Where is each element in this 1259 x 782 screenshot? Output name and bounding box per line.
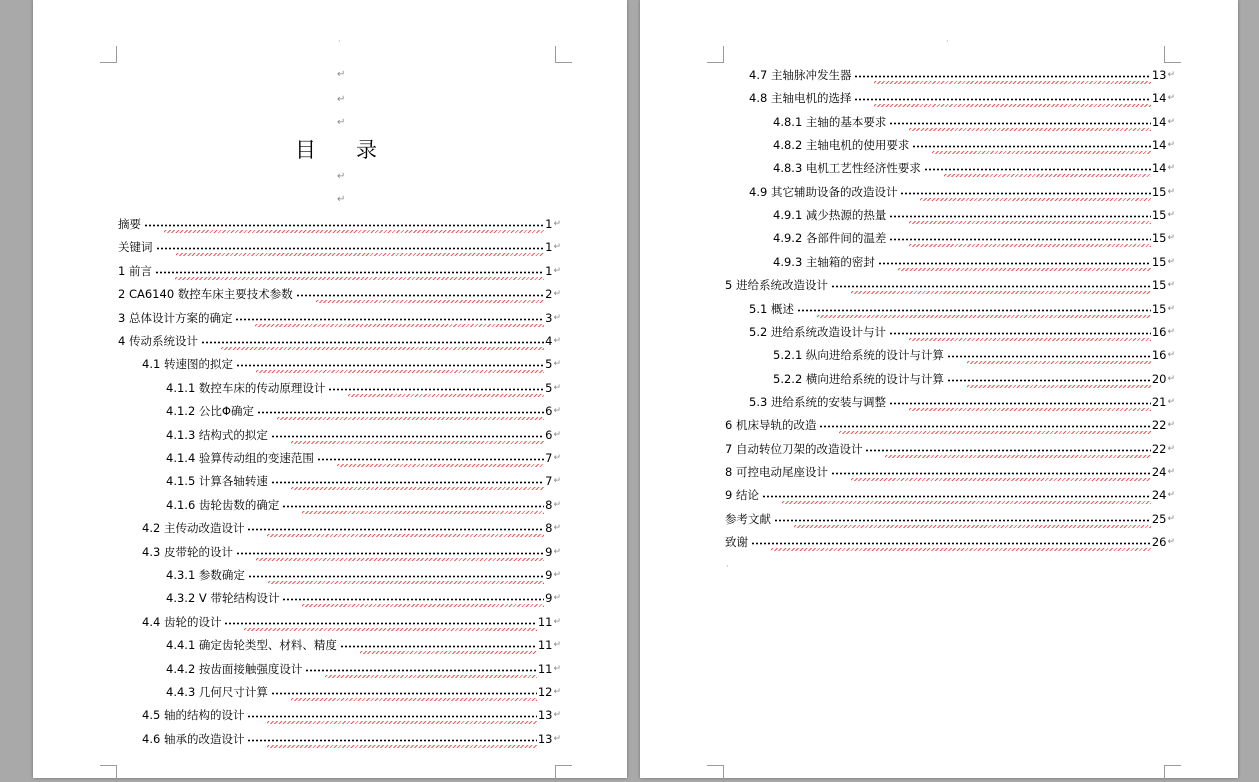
toc-entry[interactable] [773, 207, 1175, 223]
margin-corner-bottom-left [707, 765, 724, 782]
toc-entry-label: 4.5 轴的结构的设计 [142, 708, 245, 722]
toc-dot-leader [271, 474, 544, 488]
toc-dot-leader [947, 372, 1151, 386]
empty-paragraph-mark: ↵ [337, 94, 346, 105]
toc-entry-page-number: 13 [1151, 68, 1167, 82]
toc-entry-label: 4 传动系统设计 [118, 334, 198, 348]
paragraph-return-mark: ↵ [1167, 374, 1175, 384]
paragraph-return-mark: ↵ [553, 313, 561, 323]
empty-paragraph-mark: ↵ [337, 69, 346, 80]
toc-entry[interactable] [725, 277, 1175, 293]
toc-dot-leader [296, 287, 544, 301]
toc-entry-page-number: 1 [545, 217, 553, 231]
toc-entry-label: 4.3.2 V 带轮结构设计 [166, 591, 280, 605]
toc-entry-label: 4.8.1 主轴的基本要求 [773, 115, 887, 129]
toc-entry[interactable] [166, 497, 561, 513]
toc-entry-page-number: 15 [1151, 302, 1167, 316]
empty-paragraph-mark: ↵ [337, 194, 346, 205]
toc-dot-leader [340, 638, 537, 652]
toc-dot-leader [924, 161, 1151, 175]
toc-dot-leader [947, 348, 1151, 362]
paragraph-return-mark: ↵ [553, 570, 561, 580]
toc-entry-page-number: 25 [1151, 512, 1167, 526]
toc-entry-page-number: 20 [1151, 372, 1167, 386]
margin-corner-bottom-right [1164, 765, 1181, 782]
toc-entry-page-number: 4 [545, 334, 553, 348]
toc-entry-page-number: 15 [1151, 231, 1167, 245]
toc-entry-label: 4.8 主轴电机的选择 [749, 91, 852, 105]
paragraph-return-mark: ↵ [1167, 444, 1175, 454]
toc-dot-leader [889, 231, 1150, 245]
toc-dot-leader [912, 138, 1150, 152]
toc-entry-label: 4.4.3 几何尺寸计算 [166, 685, 268, 699]
paragraph-return-mark: ↵ [1167, 187, 1175, 197]
toc-entry-page-number: 16 [1151, 325, 1167, 339]
toc-entry[interactable] [118, 333, 561, 349]
toc-entry-label: 参考文献 [725, 512, 771, 526]
paragraph-return-mark: ↵ [553, 289, 561, 299]
paragraph-return-mark: ↵ [553, 336, 561, 346]
paragraph-return-mark: ↵ [1167, 233, 1175, 243]
toc-dot-leader [317, 451, 544, 465]
paragraph-return-mark: ↵ [1167, 304, 1175, 314]
toc-entry[interactable] [166, 567, 561, 583]
toc-entry-page-number: 1 [545, 240, 553, 254]
toc-entry[interactable] [725, 487, 1175, 503]
toc-entry-label: 4.1 转速图的拟定 [142, 357, 233, 371]
paragraph-return-mark: ↵ [553, 430, 561, 440]
toc-dot-leader [201, 334, 544, 348]
paragraph-return-mark: ↵ [1167, 537, 1175, 547]
toc-entry-label: 7 自动转位刀架的改造设计 [725, 442, 863, 456]
toc-entry-label: 5.1 概述 [749, 302, 794, 316]
paragraph-return-mark: ↵ [553, 523, 561, 533]
toc-entry-label: 4.9.2 各部件间的温差 [773, 231, 887, 245]
toc-entry[interactable] [166, 473, 561, 489]
toc-entry[interactable] [142, 544, 561, 560]
toc-dot-leader [878, 255, 1151, 269]
paragraph-mark-top: · [338, 37, 341, 46]
toc-entry[interactable] [142, 520, 561, 536]
toc-entry-page-number: 14 [1151, 138, 1167, 152]
toc-entry-label: 摘要 [118, 217, 141, 231]
toc-entry-page-number: 5 [545, 357, 553, 371]
margin-corner-top-left [707, 46, 724, 63]
toc-title-char: 目 [295, 138, 316, 162]
paragraph-return-mark: ↵ [1167, 467, 1175, 477]
toc-entry-page-number: 26 [1151, 535, 1167, 549]
paragraph-return-mark: ↵ [553, 266, 561, 276]
toc-dot-leader [900, 185, 1150, 199]
paragraph-return-mark: ↵ [1167, 397, 1175, 407]
toc-entry-label: 4.1.5 计算各轴转速 [166, 474, 268, 488]
toc-entry-label: 4.1.2 公比Φ确定 [166, 404, 254, 418]
toc-entry[interactable] [166, 403, 561, 419]
toc-dot-leader [865, 442, 1150, 456]
toc-entry-label: 4.2 主传动改造设计 [142, 521, 245, 535]
toc-entry-page-number: 8 [545, 521, 553, 535]
margin-corner-top-right [555, 46, 572, 63]
empty-paragraph-mark: ↵ [337, 117, 346, 128]
paragraph-return-mark: ↵ [1167, 140, 1175, 150]
toc-dot-leader [257, 404, 544, 418]
toc-entry[interactable] [118, 286, 561, 302]
toc-entry[interactable] [118, 239, 561, 255]
toc-entry[interactable] [166, 450, 561, 466]
toc-entry-label: 4.9.1 减少热源的热量 [773, 208, 887, 222]
paragraph-return-mark: ↵ [553, 383, 561, 393]
toc-entry[interactable] [166, 684, 561, 700]
toc-entry[interactable] [166, 661, 561, 677]
toc-dot-leader [155, 264, 544, 278]
toc-dot-leader [831, 278, 1151, 292]
toc-entry-page-number: 7 [545, 474, 553, 488]
toc-entry[interactable] [725, 441, 1175, 457]
paragraph-return-mark: ↵ [1167, 420, 1175, 430]
toc-entry-page-number: 9 [545, 568, 553, 582]
toc-entry-page-number: 6 [545, 428, 553, 442]
paragraph-return-mark: ↵ [1167, 350, 1175, 360]
toc-entry-page-number: 12 [537, 685, 553, 699]
toc-entry-label: 9 结论 [725, 488, 759, 502]
toc-entry-label: 4.8.2 主轴电机的使用要求 [773, 138, 910, 152]
toc-entry-label: 5.2.2 横向进给系统的设计与计算 [773, 372, 944, 386]
toc-dot-leader [889, 325, 1151, 339]
empty-paragraph-mark: ↵ [337, 171, 346, 182]
toc-dot-leader [831, 465, 1151, 479]
toc-entry-page-number: 16 [1151, 348, 1167, 362]
toc-entry-label: 4.4.2 按齿面接触强度设计 [166, 662, 303, 676]
document-page-left [33, 0, 627, 778]
toc-entry-label: 关键词 [118, 240, 153, 254]
toc-entry-label: 4.1.3 结构式的拟定 [166, 428, 268, 442]
margin-corner-top-right [1164, 46, 1181, 63]
paragraph-return-mark: ↵ [1167, 257, 1175, 267]
toc-dot-leader [889, 208, 1150, 222]
document-page-right [640, 0, 1238, 778]
paragraph-return-mark: ↵ [1167, 514, 1175, 524]
toc-dot-leader [889, 115, 1150, 129]
toc-entry-label: 5.3 进给系统的安装与调整 [749, 395, 886, 409]
paragraph-return-mark: ↵ [553, 617, 561, 627]
toc-entry-page-number: 21 [1151, 395, 1167, 409]
toc-entry-page-number: 5 [545, 381, 553, 395]
toc-entry-page-number: 15 [1151, 278, 1167, 292]
toc-entry-page-number: 14 [1151, 161, 1167, 175]
toc-entry[interactable] [773, 347, 1175, 363]
toc-entry-page-number: 11 [537, 662, 553, 676]
toc-entry-label: 4.7 主轴脉冲发生器 [749, 68, 852, 82]
toc-entry-label: 2 CA6140 数控车床主要技术参数 [118, 287, 293, 301]
toc-entry[interactable] [749, 394, 1175, 410]
toc-entry[interactable] [118, 216, 561, 232]
toc-entry-label: 5.2 进给系统改造设计与计 [749, 325, 886, 339]
paragraph-return-mark: ↵ [553, 500, 561, 510]
toc-dot-leader [271, 685, 537, 699]
paragraph-return-mark: ↵ [553, 687, 561, 697]
paragraph-return-mark: ↵ [553, 593, 561, 603]
paragraph-return-mark: ↵ [553, 476, 561, 486]
toc-entry-label: 4.4 齿轮的设计 [142, 615, 222, 629]
toc-dot-leader [282, 591, 544, 605]
toc-entry-label: 4.1.6 齿轮齿数的确定 [166, 498, 280, 512]
toc-entry-label: 3 总体设计方案的确定 [118, 311, 233, 325]
paragraph-return-mark: ↵ [553, 453, 561, 463]
toc-entry[interactable] [142, 356, 561, 372]
toc-entry-page-number: 11 [537, 615, 553, 629]
paragraph-return-mark: ↵ [1167, 117, 1175, 127]
toc-entry-page-number: 8 [545, 498, 553, 512]
toc-entry[interactable] [749, 67, 1175, 83]
paragraph-return-mark: ↵ [553, 406, 561, 416]
toc-entry[interactable] [725, 511, 1175, 527]
paragraph-return-mark: ↵ [553, 359, 561, 369]
paragraph-return-mark: ↵ [1167, 327, 1175, 337]
toc-entry[interactable] [773, 114, 1175, 130]
toc-entry[interactable] [118, 263, 561, 279]
toc-entry-page-number: 15 [1151, 185, 1167, 199]
toc-dot-leader [247, 708, 536, 722]
toc-entry[interactable] [166, 590, 561, 606]
paragraph-return-mark: ↵ [1167, 210, 1175, 220]
toc-entry-page-number: 15 [1151, 208, 1167, 222]
toc-dot-leader [247, 732, 536, 746]
toc-dot-leader [328, 381, 544, 395]
toc-entry[interactable] [749, 184, 1175, 200]
toc-dot-leader [797, 302, 1151, 316]
toc-entry[interactable] [773, 254, 1175, 270]
paragraph-return-mark: ↵ [1167, 93, 1175, 103]
toc-entry[interactable] [749, 301, 1175, 317]
toc-entry-label: 4.1.4 验算传动组的变速范围 [166, 451, 314, 465]
toc-entry-page-number: 7 [545, 451, 553, 465]
toc-entry-label: 4.9.3 主轴箱的密封 [773, 255, 875, 269]
toc-dot-leader [247, 521, 544, 535]
toc-entry-page-number: 14 [1151, 115, 1167, 129]
paragraph-return-mark: ↵ [553, 547, 561, 557]
paragraph-return-mark: ↵ [553, 242, 561, 252]
toc-entry-label: 4.8.3 电机工艺性经济性要求 [773, 161, 921, 175]
paragraph-mark-top: · [946, 37, 949, 46]
paragraph-return-mark: ↵ [553, 664, 561, 674]
toc-dot-leader [271, 428, 544, 442]
margin-corner-bottom-right [555, 765, 572, 782]
paragraph-return-mark: ↵ [553, 710, 561, 720]
toc-entry-label: 1 前言 [118, 264, 152, 278]
toc-entry[interactable] [142, 731, 561, 747]
toc-entry-page-number: 11 [537, 638, 553, 652]
toc-dot-leader [235, 311, 544, 325]
toc-dot-leader [305, 662, 536, 676]
toc-entry-label: 4.6 轴承的改造设计 [142, 732, 245, 746]
toc-dot-leader [224, 615, 536, 629]
toc-dot-leader [751, 535, 1151, 549]
toc-entry-label: 4.9 其它辅助设备的改造设计 [749, 185, 898, 199]
toc-entry[interactable] [166, 380, 561, 396]
toc-entry-page-number: 2 [545, 287, 553, 301]
toc-dot-leader [144, 217, 544, 231]
toc-entry-page-number: 14 [1151, 91, 1167, 105]
toc-entry[interactable] [749, 90, 1175, 106]
toc-dot-leader [854, 68, 1150, 82]
toc-entry-label: 5 进给系统改造设计 [725, 278, 828, 292]
paragraph-return-mark: ↵ [1167, 70, 1175, 80]
toc-entry-page-number: 22 [1151, 418, 1167, 432]
toc-entry[interactable] [725, 534, 1175, 550]
toc-dot-leader [248, 568, 544, 582]
paragraph-return-mark: ↵ [553, 640, 561, 650]
toc-dot-leader [236, 545, 544, 559]
toc-entry[interactable] [166, 427, 561, 443]
toc-entry-page-number: 3 [545, 311, 553, 325]
toc-dot-leader [156, 240, 545, 254]
toc-entry-page-number: 24 [1151, 488, 1167, 502]
toc-entry-page-number: 22 [1151, 442, 1167, 456]
toc-entry[interactable] [773, 371, 1175, 387]
toc-entry-label: 4.3.1 参数确定 [166, 568, 245, 582]
paragraph-return-mark: ↵ [553, 219, 561, 229]
toc-entry-page-number: 13 [537, 732, 553, 746]
toc-entry-label: 6 机床导轨的改造 [725, 418, 817, 432]
toc-entry-page-number: 9 [545, 591, 553, 605]
toc-entry-label: 致谢 [725, 535, 748, 549]
toc-entry-label: 5.2.1 纵向进给系统的设计与计算 [773, 348, 944, 362]
margin-corner-bottom-left [100, 765, 117, 782]
toc-title [295, 137, 377, 163]
toc-entry[interactable] [773, 230, 1175, 246]
toc-entry-label: 8 可控电动尾座设计 [725, 465, 828, 479]
toc-dot-leader [889, 395, 1151, 409]
toc-entry-label: 4.4.1 确定齿轮类型、材料、精度 [166, 638, 337, 652]
toc-dot-leader [819, 418, 1150, 432]
toc-entry[interactable] [725, 417, 1175, 433]
paragraph-return-mark: ↵ [1167, 280, 1175, 290]
paragraph-mark-end: · [726, 562, 729, 571]
toc-entry-page-number: 9 [545, 545, 553, 559]
paragraph-return-mark: ↵ [1167, 490, 1175, 500]
toc-entry[interactable] [749, 324, 1175, 340]
toc-entry[interactable] [142, 707, 561, 723]
toc-dot-leader [282, 498, 544, 512]
toc-entry-label: 4.3 皮带轮的设计 [142, 545, 233, 559]
toc-title-char: 录 [356, 138, 377, 162]
toc-entry[interactable] [142, 614, 561, 630]
toc-dot-leader [774, 512, 1151, 526]
toc-entry-page-number: 15 [1151, 255, 1167, 269]
toc-entry-page-number: 1 [545, 264, 553, 278]
toc-entry[interactable] [725, 464, 1175, 480]
toc-entry-page-number: 24 [1151, 465, 1167, 479]
margin-corner-top-left [100, 46, 117, 63]
toc-dot-leader [854, 91, 1150, 105]
toc-entry-page-number: 13 [537, 708, 553, 722]
paragraph-return-mark: ↵ [1167, 163, 1175, 173]
toc-entry[interactable] [773, 137, 1175, 153]
toc-dot-leader [762, 488, 1151, 502]
toc-entry[interactable] [166, 637, 561, 653]
toc-entry[interactable] [118, 310, 561, 326]
toc-dot-leader [236, 357, 544, 371]
toc-entry-label: 4.1.1 数控车床的传动原理设计 [166, 381, 326, 395]
paragraph-return-mark: ↵ [553, 734, 561, 744]
toc-entry-page-number: 6 [545, 404, 553, 418]
toc-entry[interactable] [773, 160, 1175, 176]
